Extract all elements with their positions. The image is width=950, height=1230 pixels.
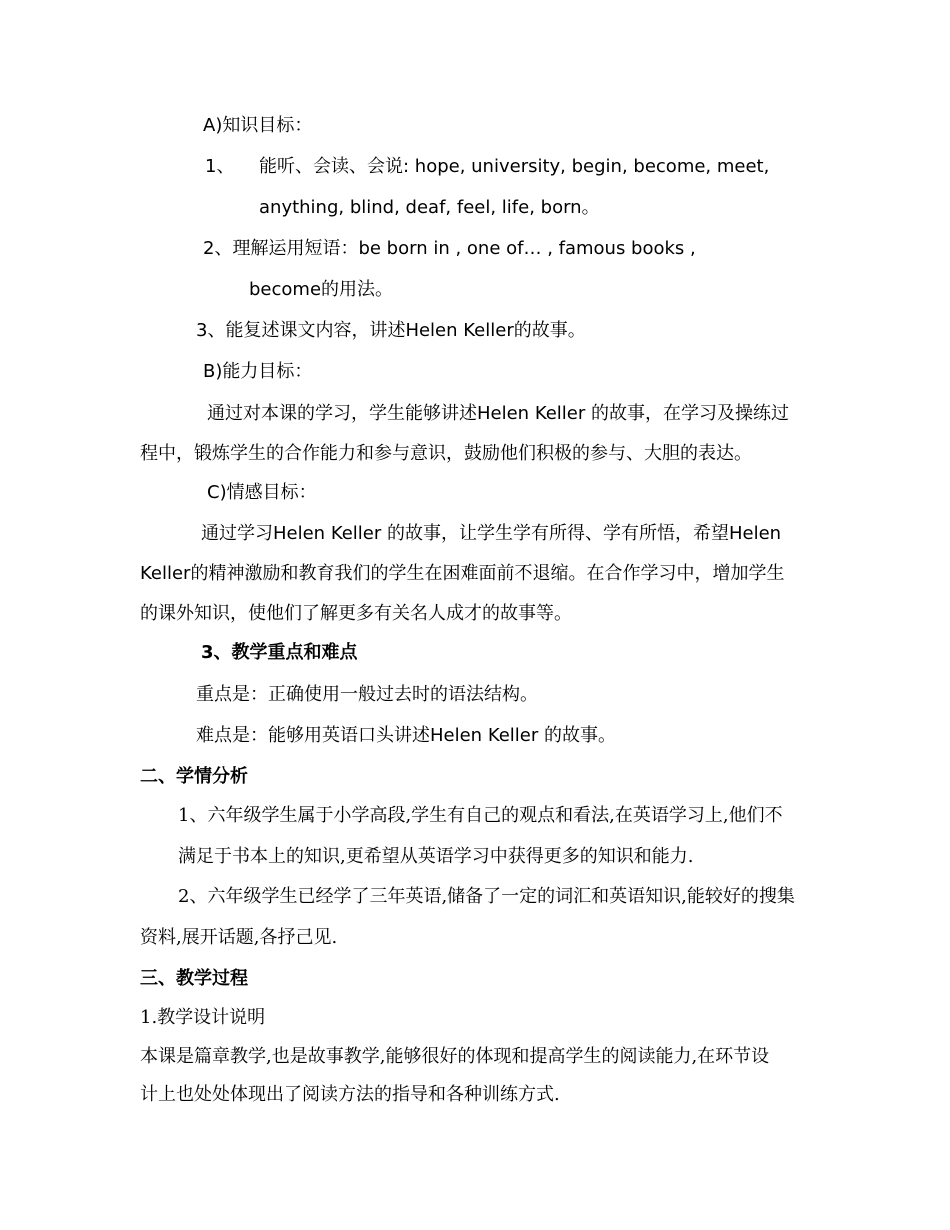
analysis-1-line-1: 1、六年级学生属于小学高段,学生有自己的观点和看法,在英语学习上,他们不 <box>178 805 783 826</box>
ability-goals-heading: B)能力目标： <box>203 361 313 382</box>
analysis-1-line-2: 满足于书本上的知识,更希望从英语学习中获得更多的知识和能力. <box>178 846 694 867</box>
vocabulary-line-1: 能听、会读、会说: hope, university, begin, become, meet, <box>259 156 770 177</box>
design-heading: 1.教学设计说明 <box>140 1007 266 1028</box>
list-item-number: 1、 <box>205 156 235 177</box>
design-line-2: 计上也处处体现出了阅读方法的指导和各种训练方式. <box>140 1084 560 1105</box>
teaching-process-heading: 三、教学过程 <box>140 968 248 989</box>
analysis-2-line-2: 资料,展开话题,各抒己见. <box>140 927 338 948</box>
emotion-paragraph-line-3: 的课外知识，使他们了解更多有关名人成才的故事等。 <box>140 603 572 624</box>
emotion-paragraph-line-1: 通过学习Helen Keller 的故事，让学生学有所得、学有所悟，希望Helen <box>201 523 782 544</box>
ability-paragraph-line-1: 通过对本课的学习，学生能够讲述Helen Keller 的故事，在学习及操练过 <box>207 403 789 424</box>
phrases-line-1: 2、理解运用短语：be born in , one of… , famous books , <box>203 238 696 259</box>
key-point: 重点是：正确使用一般过去时的语法结构。 <box>196 684 538 705</box>
emotion-paragraph-line-2: Keller的精神激励和教育我们的学生在困难面前不退缩。在合作学习中，增加学生 <box>140 563 785 584</box>
key-difficult-points-heading: 3、教学重点和难点 <box>201 642 358 663</box>
ability-paragraph-line-2: 程中，锻炼学生的合作能力和参与意识，鼓励他们积极的参与、大胆的表达。 <box>140 443 752 464</box>
retell-goal: 3、能复述课文内容，讲述Helen Keller的故事。 <box>196 320 586 341</box>
design-line-1: 本课是篇章教学,也是故事教学,能够很好的体现和提高学生的阅读能力,在环节设 <box>140 1046 770 1067</box>
emotion-goals-heading: C)情感目标： <box>207 482 317 503</box>
analysis-2-line-1: 2、六年级学生已经学了三年英语,储备了一定的词汇和英语知识,能较好的搜集 <box>178 886 795 907</box>
vocabulary-line-2: anything, blind, deaf, feel, life, born。 <box>259 197 600 218</box>
difficult-point: 难点是：能够用英语口头讲述Helen Keller 的故事。 <box>196 725 616 746</box>
knowledge-goals-heading: A)知识目标： <box>203 115 313 136</box>
phrases-line-2: become的用法。 <box>249 279 394 300</box>
learner-analysis-heading: 二、学情分析 <box>140 766 248 787</box>
